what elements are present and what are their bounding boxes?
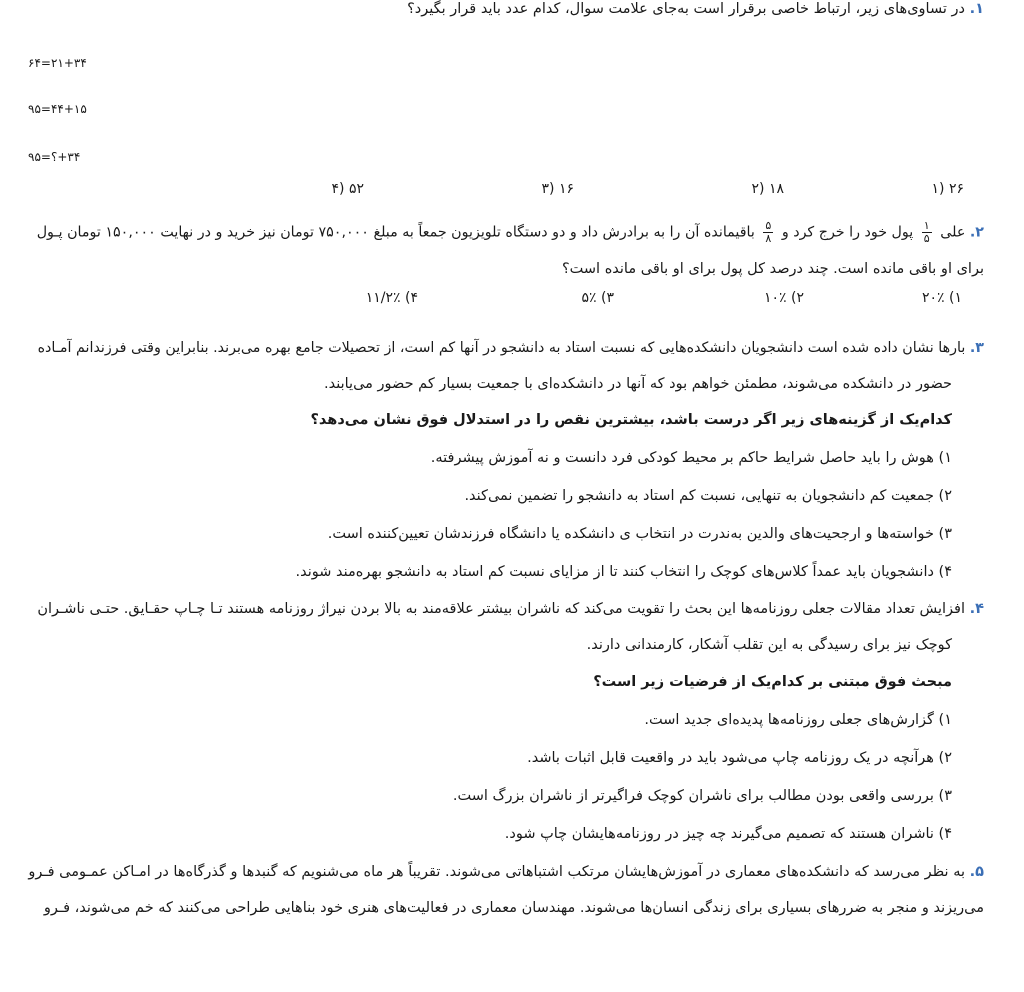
question-2-part-c: باقیمانده آن را به برادرش داد و دو دستگاه تلویزیون جمعاً به مبلغ ۷۵۰,۰۰۰ تومان نیز خرید و در نهایت ۱۵۰,۰۰۰ تومان پـول xyxy=(36,224,755,241)
q4-option-2: ۲) هرآنچه در یک روزنامه چاپ می‌شود باید در واقعیت قابل اثبات باشد. xyxy=(527,750,952,766)
q1-option-3: ۱۶ (۳ xyxy=(541,181,574,197)
q2-option-2: ۲) ۱۰٪ xyxy=(763,290,804,306)
q3-option-1: ۱) هوش را باید حاصل شرایط حاکم بر محیط کودکی فرد دانست و نه آموزش پیشرفته. xyxy=(430,450,952,466)
question-1-text xyxy=(407,0,984,20)
fraction-2-numerator: ۵ xyxy=(765,219,772,232)
q1-option-4: ۵۲ (۴ xyxy=(331,181,364,197)
question-4-line-1 xyxy=(37,598,984,620)
q3-option-2: ۲) جمعیت کم دانشجویان به تنهایی، نسبت کم استاد به دانشجو را تضمین نمی‌کند. xyxy=(464,488,952,504)
question-1-stem: در تساوی‌های زیر، ارتباط خاصی برقرار است به‌جای علامت سوال، کدام عدد باید قرار بگیرد؟ xyxy=(407,1,966,17)
question-2-part-b: پول خود را خرج کرد و xyxy=(781,224,914,241)
question-5-line-1 xyxy=(28,861,984,883)
q1-option-2: ۱۸ (۲ xyxy=(751,181,784,197)
equation-2: ۴۴+۱۵=۹۵ xyxy=(28,102,87,116)
question-5-text-1: به نظر می‌رسد که دانشکده‌های معماری در آموزش‌هایشان مرتکب اشتباهاتی می‌شوند. تقریباً هر ماه می‌شنویم که گنبدها و گذرگاه‌ها در امـاکن عمـومی فـرو xyxy=(28,864,966,880)
q2-option-4: ۴) ۱۱/۲٪ xyxy=(365,290,418,306)
q4-option-3: ۳) بررسی واقعی بودن مطالب برای ناشران کوچک فراگیرتر از ناشران بزرگ است. xyxy=(452,788,952,804)
question-2-part-a: علی xyxy=(940,224,966,241)
question-3-line-2: حضور در دانشکده می‌شوند، مطمئن خواهم بود که آنها در دانشکده‌ای با جمعیت بسیار کم حضور می‌یابند. xyxy=(324,376,952,392)
q4-option-4: ۴) ناشران هستند که تصمیم می‌گیرند چه چیز در روزنامه‌هایشان چاپ شود. xyxy=(504,826,952,842)
question-2-line-2: برای او باقی مانده است. چند درصد کل پول برای او باقی مانده است؟ xyxy=(561,261,984,277)
fraction-one-fifth xyxy=(922,220,932,245)
fraction-1-numerator: ۱ xyxy=(923,219,930,232)
question-3-number: ۳. xyxy=(969,340,984,356)
question-4-text-1: افزایش تعداد مقالات جعلی روزنامه‌ها این بحث را تقویت می‌کند که ناشران بیشتر علاقه‌مند به بالا بردن نیراژ روزنامه هستند تـا چـاپ حقـایق. حتـی ناشـران xyxy=(37,601,966,617)
question-4-prompt: مبحث فوق مبتنی بر کدام‌یک از فرضیات زیر است؟ xyxy=(593,674,952,690)
q2-option-3: ۳) ۵٪ xyxy=(581,290,614,306)
question-5-number: ۵. xyxy=(969,864,984,880)
question-2-line-1 xyxy=(37,220,984,245)
question-4-number: ۴. xyxy=(969,601,984,617)
question-3-line-1 xyxy=(38,337,984,359)
question-3-prompt: کدام‌یک از گزینه‌های زیر اگر درست باشد، بیشترین نقص را در استدلال فوق نشان می‌دهد؟ xyxy=(310,412,952,428)
q3-option-3: ۳) خواسته‌ها و ارجحیت‌های والدین به‌ندرت در انتخاب ی دانشکده یا دانشگاه فرزندشان تعیین‌کننده است. xyxy=(327,526,952,542)
fraction-1-denominator: ۵ xyxy=(923,232,930,245)
q2-option-1: ۱) ۲۰٪ xyxy=(921,290,962,306)
q4-option-1: ۱) گزارش‌های جعلی روزنامه‌ها پدیده‌ای جدید است. xyxy=(644,712,952,728)
fraction-2-denominator: ۸ xyxy=(765,232,772,245)
question-1-number: ۱. xyxy=(969,1,984,17)
question-4-line-2: کوچک نیز برای رسیدگی به این تقلب آشکار، کارمندانی دارند. xyxy=(586,637,952,653)
q3-option-4: ۴) دانشجویان باید عمداً کلاس‌های کوچک را انتخاب کنند تا از مزایای نسبت کم استاد به دانشجو بهره‌مند شوند. xyxy=(295,564,952,580)
q1-option-1: ۲۶ (۱ xyxy=(931,181,964,197)
equation-1: ۲۱+۳۴=۶۴ xyxy=(28,56,87,70)
question-5-line-2: می‌ریزند و منجر به ضررهای بسیاری برای زندگی انسان‌ها می‌شوند. مهندسان معماری در فعالیت‌های هنری خود بناهایی طراحی می‌کنند که خم می‌شوند، فـرو xyxy=(43,900,984,916)
equation-3: ۳۴+؟=۹۵ xyxy=(28,150,81,164)
fraction-five-eighths xyxy=(763,220,773,245)
question-2-number: ۲. xyxy=(969,224,984,241)
question-3-text-1: بارها نشان داده شده است دانشجویان دانشکده‌هایی که نسبت استاد به دانشجو در آنها کم است، از تحصیلات جامع بهره می‌برند. بنابراین وقتی فرزندانم آمـاده xyxy=(37,340,966,356)
